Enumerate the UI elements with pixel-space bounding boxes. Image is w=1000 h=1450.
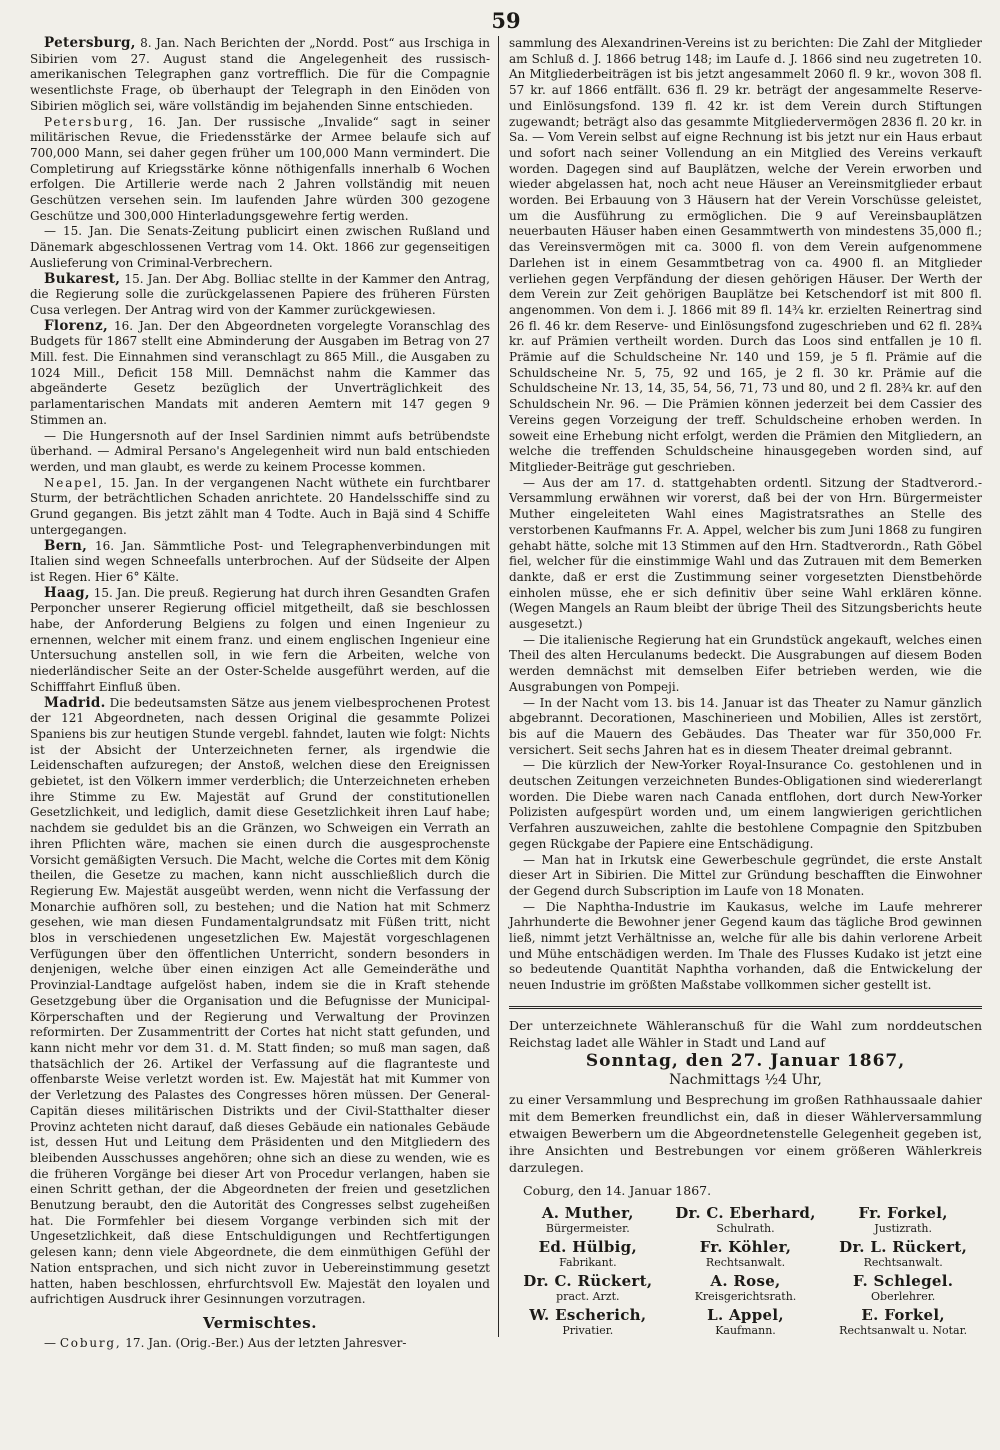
signer-role: Rechtsanwalt. xyxy=(705,1255,786,1269)
signer-name: Dr. C. Rückert, xyxy=(523,1271,653,1290)
article-text: — Die Naphtha-Industrie im Kaukasus, welche im Laufe mehrerer Jahrhunderte die Bewohner jener Gegend kaum das tägliche Brod gewinnen ließ, nimmt jetzt Verhältnisse an, welche für alle bis dahin verlorene Arbeit und Mühe entschädigen werden. Im Thale des Flusses Kudako ist jetzt eine so bedeutende Quantität Naphtha vorhanden, daß die Entwickelung der neuen Industrie im größten Maßstabe vollkommen sicher gestellt ist. xyxy=(509,899,982,993)
notice-signers xyxy=(509,1205,982,1337)
article-paragraph xyxy=(509,853,982,900)
signer-name: Fr. Forkel, xyxy=(858,1203,948,1222)
article-paragraph xyxy=(509,36,982,476)
article-paragraph xyxy=(509,900,982,994)
right-articles xyxy=(509,36,982,994)
columns xyxy=(30,36,982,1351)
article-text: 15. Jan. Der Abg. Bolliac stellte in der Kammer den Antrag, die Regierung solle die zurückgelassenen Papiere des früheren Fürsten Cusa verlegen. Der Antrag wird von der Kammer zurückgewiesen. xyxy=(30,271,490,317)
signer-name: W. Escherich, xyxy=(529,1305,647,1324)
article-text: — Man hat in Irkutsk eine Gewerbeschule gegründet, die erste Anstalt dieser Art in Sibirien. Die Mittel zur Gründung beschafften die Einwohner der Gegend durch Subscription im Laufe von 18 Monaten. xyxy=(509,852,982,898)
left-tail-place: Coburg, xyxy=(59,1335,122,1350)
signer-name: L. Appel, xyxy=(707,1305,784,1324)
article-paragraph xyxy=(30,586,490,696)
signer-role: Bürgermeister. xyxy=(545,1221,630,1235)
signer xyxy=(509,1307,667,1337)
article-place: Bern, xyxy=(44,537,88,554)
signer-role: Kreisgerichtsrath. xyxy=(694,1289,797,1303)
signer-role: Privatier. xyxy=(562,1323,614,1337)
article-paragraph xyxy=(30,429,490,476)
article-paragraph xyxy=(509,758,982,852)
article-paragraph xyxy=(509,696,982,759)
article-place: Petersburg, xyxy=(44,114,135,129)
article-text: — Aus der am 17. d. stattgehabten ordentl. Sitzung der Stadtverord.-Versammlung erwähnen wir vorerst, daß bei der von Hrn. Bürgermeister Muther eingeleiteten Wahl eines Magistratsrathes an Stelle des verstorbenen Kaufmanns Fr. A. Appel, welcher bis zum Juni 1868 zu fungiren gehabt hätte, solche mit 13 Stimmen auf den Hrn. Stadtverordn., Rath Göbel fiel, welcher für die einstimmige Wahl und das Zutrauen mit dem Bemerken dankte, daß er erst die Zustimmung seiner vorgesetzten Dienstbehörde einholen müsse, ehe er sich definitiv über seine Wahl erklären könne. (Wegen Mangels an Raum bleibt der übrige Theil des Sitzungsberichts heute ausgesetzt.) xyxy=(509,475,982,632)
article-paragraph xyxy=(30,272,490,319)
article-place: Petersburg, xyxy=(44,35,136,51)
article-text: 16. Jan. Der den Abgeordneten vorgelegte Voranschlag des Budgets für 1867 stellt eine Abminderung der Ausgaben im Betrag von 27 Mill. fest. Die Einnahmen sind veranschlagt zu 865 Mill., die Ausgaben zu 1024 Mill., Deficit 158 Mill. Demnächst nahm die Kammer das abgeänderte Gesetz bezüglich der Unverträglichkeit des parlamentarischen Mandats mit anderen Aemtern mit 147 gegen 9 Stimmen an. xyxy=(30,318,490,427)
article-paragraph xyxy=(30,224,490,271)
signer-name: Dr. C. Eberhard, xyxy=(675,1203,816,1222)
signer xyxy=(667,1273,825,1303)
article-paragraph xyxy=(509,476,982,633)
left-articles xyxy=(30,36,490,1308)
left-tail-text: 17. Jan. (Orig.-Ber.) Aus der letzten Jahresver- xyxy=(121,1335,407,1350)
article-text: — Die kürzlich der New-Yorker Royal-Insurance Co. gestohlenen und in deutschen Zeitungen verzeichneten Bundes-Obligationen sind wiedererlangt worden. Die Diebe waren nach Canada entflohen, dort durch New-Yorker Polizisten aufgespürt worden und, um einem langwierigen gerichtlichen Verfahren auszuweichen, zahlte die bestohlene Compagnie den Spitzbuben gegen Rückgabe der Papiere eine Entschädigung. xyxy=(509,758,982,851)
signer-name: F. Schlegel. xyxy=(853,1271,954,1290)
signer xyxy=(667,1239,825,1269)
article-text: 15. Jan. In der vergangenen Nacht wüthete ein furchtbarer Sturm, der beträchtlichen Schaden anrichtete. 20 Handelsschiffe sind zu Grund gegangen. Bis jetzt zählt man 4 Todte. Auch in Bajä sind 4 Schiffe untergegangen. xyxy=(30,475,490,537)
signer-role: Kaufmann. xyxy=(715,1323,776,1337)
signer-name: Dr. L. Rückert, xyxy=(839,1237,968,1256)
notice-intro: Der unterzeichnete Wähleranschuß für die Wahl zum norddeutschen Reichstag ladet alle Wähler in Stadt und Land auf xyxy=(509,1017,982,1050)
signer-role: pract. Arzt. xyxy=(556,1289,620,1303)
article-paragraph xyxy=(30,319,490,429)
signer-role: Oberlehrer. xyxy=(871,1289,936,1303)
article-text: — In der Nacht vom 13. bis 14. Januar ist das Theater zu Namur gänzlich abgebrannt. Decorationen, Maschinerieen und Mobilien, Alles ist zerstört, bis auf die Mauern des Gebäudes. Das Theater war für 350,000 Fr. versichert. Seit sechs Jahren hat es in diesem Theater dreimal gebrannt. xyxy=(509,695,982,757)
left-tail-paragraph: — Coburg, 17. Jan. (Orig.-Ber.) Aus der letzten Jahresver- xyxy=(44,1335,407,1350)
notice-time: Nachmittags ½4 Uhr, xyxy=(669,1071,822,1088)
election-notice xyxy=(509,1006,982,1337)
right-column xyxy=(498,36,982,1337)
signer xyxy=(824,1205,982,1235)
article-place: Madrid. xyxy=(44,694,106,711)
article-place: Florenz, xyxy=(44,317,109,334)
notice-body: zu einer Versammlung und Besprechung im großen Rathhaussaale dahier mit dem Bemerken freundlichst ein, daß in dieser Wählerversammlung etwaigen Bewerbern um die Abgeordnetenstelle Gelegenheit gegeben ist, ihre Ansichten und Bestrebungen vor einem größeren Wählerkreis darzulegen. xyxy=(509,1091,982,1175)
signer-role: Rechtsanwalt. xyxy=(863,1255,943,1269)
signer xyxy=(667,1205,825,1235)
article-place: Haag, xyxy=(44,584,90,601)
article-paragraph xyxy=(30,476,490,539)
article-paragraph xyxy=(30,539,490,586)
signer xyxy=(667,1307,825,1337)
article-paragraph xyxy=(30,696,490,1308)
signer xyxy=(509,1273,667,1303)
left-column xyxy=(30,36,498,1351)
page-number: 59 xyxy=(491,8,521,33)
article-place: Neapel, xyxy=(44,475,104,490)
signer-name: A. Rose, xyxy=(710,1271,781,1290)
signer xyxy=(509,1239,667,1269)
article-text: Die bedeutsamsten Sätze aus jenem vielbesprochenen Protest der 121 Abgeordneten, nach dessen Original die gesammte Polizei Spaniens bis zur heutigen Stunde vergebl. fahndet, lauten wie folgt: Nichts ist der Absicht der Unterzeichneten ferner, als irgendwie die Leidenschaften aufzuregen; der Anstoß, welchen diese den Ereignissen gebietet, ist den Völkern immer verderblich; die Unterzeichneten erheben ihre Stimme zu Ew. Majestät auf Grund der constitutionellen Gesetzlichkeit, und lediglich, damit diese Gesetzlichkeit ihren Lauf habe; nachdem sie geduldet bis an die Gränzen, wo Schweigen ein Verrath an ihren Pflichten wäre, machen sie einen durch die ausgesprochenste Vorsicht gemäßigten Versuch. Die Macht, welche die Cortes mit dem König theilen, die Gesetze zu machen, kann nicht ausschließlich durch die Regierung Ew. Majestät ausgeübt werden, wenn nicht die Verfassung der Monarchie aufhören soll, zu bestehen; und die Nation hat mit Schmerz gesehen, wie man diesen Fundamentalgrundsatz mit Füßen tritt, nicht blos in verschiedenen ungesetzlichen Ew. Majestät vorgeschlagenen Verfügungen über den öffentlichen Unterricht, sondern besonders in denjenigen, welche über einen einzigen Act alle Gemeinderäthe und Provinzial-Landtage aufgelöst haben, indem sie die in Kraft stehende Gesetzgebung über die Organisation und die Befugnisse der Municipal-Körperschaften und der Regierung und Verwaltung der Provinzen reformirten. Der Zusammentritt der Cortes hat nicht statt gefunden, und kann nicht mehr vor dem 31. d. M. Statt finden; so muß man sagen, daß thatsächlich der 26. Artikel der Verfassung auf die flagranteste und offenbarste Weise verletzt worden ist. Ew. Majestät hat mit Kummer von der Verletzung des Palastes des Congresses hören müssen. Der General-Capitän dieses militärischen Distrikts und der Civil-Statthalter dieser Provinz achteten nicht darauf, daß dieses Gebäude ein nationales Gebäude ist, dessen Hut und Leitung dem Präsidenten und den Mitgliedern des bleibenden Ausschusses angehören; ohne sich an diese zu wenden, wie es die früheren Vorgänge bei dieser Art von Procedur verlangen, haben sie einen Schritt gethan, der die Abgeordneten der freien und gesetzlichen Benutzung beraubt, den die Autorität des Congresses selbst zugeheißen hat. Die Formfehler bei diesem Vorgange verbinden sich mit der Ungesetzlichkeit, daß diese Entschuldigungen und Rechtfertigungen gelesen kann; denn viele Abgeordnete, die dem einmüthigen Gefühl der Nation entsprachen, und sich nicht zuvor in Uebereinstimmung gesetzt hatten, haben beschlossen, ehrfurchtsvoll Ew. Majestät den loyalen und aufrichtigen Ausdruck ihrer Gesinnungen vorzutragen. xyxy=(30,695,490,1307)
signer xyxy=(509,1205,667,1235)
article-text: sammlung des Alexandrinen-Vereins ist zu berichten: Die Zahl der Mitglieder am Schluß d. J. 1866 betrug 148; im Laufe d. J. 1866 sind neu zugetreten 10. An Mitgliederbeiträgen ist bis jetzt angesammelt 2060 fl. 9 kr., wovon 308 fl. 57 kr. auf 1866 entfällt. 636 fl. 29 kr. beträgt der angesammelte Reserve- und Einlösungsfond. 139 fl. 42 kr. ist dem Verein durch Stiftungen zugewandt; beträgt also das gesammte Mitgliedervermögen 2836 fl. 20 kr. in Sa. — Vom Verein selbst auf eigne Rechnung ist bis jetzt nur ein Haus erbaut und sofort nach seiner Vollendung an ein Mitglied des Vereins verkauft worden. Dagegen sind auf Bauplätzen, welche der Verein erworben und wieder abgelassen hat, noch acht neue Häuser an Vereinsmitglieder erbaut worden. Bei Erbauung von 3 Häusern hat der Verein Vorschüsse geleistet, um die Ausführung zu ermöglichen. Die 9 auf Vereinsbauplätzen neuerbauten Häuser haben einen Gesammtwerth von mindestens 35,000 fl.; das Vereinsvermögen mit ca. 3000 fl. von dem Verein aufgenommene Darlehen ist in einem Gesammtbetrag von ca. 4900 fl. an Mitglieder verliehen gegen Verpfändung der diesen gehörigen Häuser. Der Werth der dem Verein zur Zeit gehörigen Bauplätze bei Ketschendorf ist mit 800 fl. angenommen. Von dem i. J. 1866 mit 89 fl. 14¾ kr. erzielten Reinertrag sind 26 fl. 46 kr. dem Reserve- und Einlösungsfond zugeschrieben und 62 fl. 28¾ kr. auf Prämien vertheilt worden. Durch das Loos sind entfallen je 10 fl. Prämie auf die Schuldscheine Nr. 140 und 159, je 5 fl. Prämie auf die Schuldscheine Nr. 5, 75, 92 und 165, je 2 fl. 30 kr. Prämie auf die Schuldscheine Nr. 13, 14, 35, 54, 56, 71, 73 und 80, und 2 fl. 28¾ kr. auf den Schuldschein Nr. 96. — Die Prämien können jederzeit bei dem Cassier des Vereins gegen Vorzeigung der treff. Schuldscheine erhoben werden. In soweit eine Erhebung nicht erfolgt, werden die Prämien den Mitgliedern, an welche die treffenden Schuldscheine hinausgegeben worden sind, auf Mitglieder-Beiträge gut geschrieben. xyxy=(509,36,982,474)
signer xyxy=(824,1239,982,1269)
article-text: 16. Jan. Der russische „Invalide“ sagt in seiner militärischen Revue, die Friedensstärke der Armee belaufe sich auf 700,000 Mann, sei daher gegen früher um 100,000 Mann vermindert. Die Completirung auf Kriegsstärke könne nöthigenfalls innerhalb 6 Wochen erfolgen. Die Artillerie werde nach 2 Jahren vollständig mit neuen Geschützen versehen sein. Im laufenden Jahre würden 300 gezogene Geschütze und 300,000 Hinterladungsgewehre fertig werden. xyxy=(30,114,490,223)
section-heading-vermischtes: Vermischtes. xyxy=(203,1313,317,1332)
signer-name: E. Forkel, xyxy=(861,1305,945,1324)
signer-role: Fabrikant. xyxy=(559,1255,617,1269)
article-paragraph xyxy=(30,36,490,115)
article-text: — 15. Jan. Die Senats-Zeitung publicirt einen zwischen Rußland und Dänemark abgeschlossenen Vertrag vom 14. Okt. 1866 zur gegenseitigen Auslieferung von Criminal-Verbrechern. xyxy=(30,224,490,270)
article-text: 15. Jan. Die preuß. Regierung hat durch ihren Gesandten Grafen Perponcher unserer Regierung officiel mitgetheilt, daß sie beschlossen habe, der Anforderung Belgiens zu folgen und einen Ingenieur zu ernennen, welcher mit einem franz. und einem englischen Ingenieur eine Untersuchung anstellen soll, in wie fern die Arbeiten, welche von niederländischer Seite an der Oster-Schelde ausgeführt werden, auf die Schifffahrt Einfluß üben. xyxy=(30,585,490,694)
article-text: — Die Hungersnoth auf der Insel Sardinien nimmt aufs betrübendste überhand. — Admiral Persano's Angelegenheit wird nun bald entschieden werden, und man glaubt, es werde zu keinem Processe kommen. xyxy=(30,428,490,474)
article-paragraph xyxy=(509,633,982,696)
notice-date: Sonntag, den 27. Januar 1867, xyxy=(585,1050,906,1071)
signer xyxy=(824,1307,982,1337)
signer-role: Justizrath. xyxy=(874,1221,933,1235)
article-text: 16. Jan. Sämmtliche Post- und Telegraphenverbindungen mit Italien sind wegen Schneefalls unterbrochen. Auf der Südseite der Alpen ist Regen. Hier 6° Kälte. xyxy=(30,538,490,584)
signer-name: Fr. Köhler, xyxy=(699,1237,792,1256)
signer-name: A. Muther, xyxy=(541,1203,634,1222)
signer-name: Ed. Hülbig, xyxy=(538,1237,637,1256)
signer xyxy=(824,1273,982,1303)
article-place: Bukarest, xyxy=(44,270,121,287)
article-paragraph xyxy=(30,115,490,225)
article-text: — Die italienische Regierung hat ein Grundstück angekauft, welches einen Theil des alten Herculanums bedeckt. Die Ausgrabungen auf diesem Boden werden demnächst mit demselben Eifer betrieben werden, wie die Ausgrabungen von Pompeji. xyxy=(509,632,982,694)
signer-role: Schulrath. xyxy=(716,1221,775,1235)
signer-role: Rechtsanwalt u. Notar. xyxy=(839,1323,968,1337)
article-text: 8. Jan. Nach Berichten der „Nordd. Post“ aus Irschiga in Sibirien vom 27. August stand die Angelegenheit des russisch-amerikanischen Telegraphen ganz vortrefflich. Die für die Compagnie wesentlichste Frage, ob überhaupt der Telegraph in den Einöden von Sibirien möglich sei, wäre vollständig im bejahenden Sinne entschieden. xyxy=(30,36,490,113)
notice-place-date: Coburg, den 14. Januar 1867. xyxy=(523,1182,712,1198)
